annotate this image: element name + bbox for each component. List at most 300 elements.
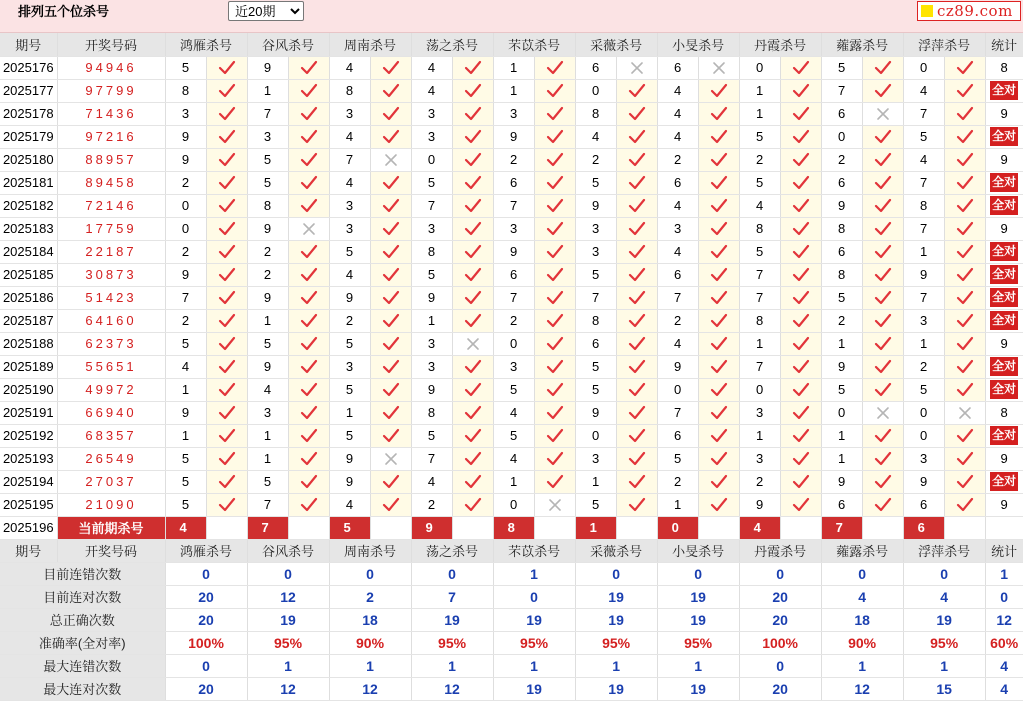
summary-row [0,677,1023,700]
current-kill-value: 0 [657,516,698,539]
check-icon [206,309,247,332]
kill-value: 4 [247,378,288,401]
kill-value: 3 [657,217,698,240]
current-kill-value: 4 [739,516,780,539]
check-icon [616,125,657,148]
current-blank [288,516,329,539]
draw-numbers: 89458 [57,171,165,194]
kill-value: 3 [329,217,370,240]
check-icon [698,194,739,217]
issue-number: 2025189 [0,355,57,378]
check-icon [452,470,493,493]
check-icon [206,424,247,447]
kill-value: 8 [739,217,780,240]
kill-value: 8 [411,240,452,263]
kill-value: 5 [739,125,780,148]
check-icon [452,286,493,309]
issue-number: 2025181 [0,171,57,194]
kill-value: 5 [411,424,452,447]
check-icon [862,217,903,240]
check-icon [288,286,329,309]
check-icon [206,447,247,470]
stat-cell [985,240,1023,263]
check-icon [206,240,247,263]
summary-value: 1 [493,654,575,677]
cross-icon [370,148,411,171]
check-icon [944,79,985,102]
stat-cell: 9 [985,493,1023,516]
check-icon [534,56,575,79]
kill-value: 7 [739,355,780,378]
kill-value: 5 [165,493,206,516]
kill-value: 2 [739,148,780,171]
summary-value: 95% [411,631,493,654]
kill-value: 6 [903,493,944,516]
summary-value: 19 [575,608,657,631]
kill-value: 5 [247,332,288,355]
kill-value: 9 [247,355,288,378]
kill-value: 8 [165,79,206,102]
check-icon [780,148,821,171]
kill-value: 0 [739,56,780,79]
check-icon [780,493,821,516]
check-icon [370,355,411,378]
table-row [0,447,1023,470]
stat-cell [985,125,1023,148]
check-icon [862,309,903,332]
check-icon [206,493,247,516]
current-issue: 2025196 [0,516,57,539]
check-icon [944,194,985,217]
summary-value: 100% [739,631,821,654]
check-icon [206,286,247,309]
kill-value: 0 [493,332,534,355]
column-header: 丹霞杀号 [739,33,821,56]
summary-value: 1 [821,654,903,677]
kill-value: 3 [329,194,370,217]
summary-value: 1 [411,654,493,677]
stat-cell [985,171,1023,194]
kill-value: 5 [165,447,206,470]
kill-value: 7 [165,286,206,309]
check-icon [944,355,985,378]
header-row [0,33,1023,56]
check-icon [780,332,821,355]
summary-value: 0 [985,585,1023,608]
all-right-badge: 全对 [990,311,1018,330]
current-blank [780,516,821,539]
check-icon [288,332,329,355]
table-row [0,102,1023,125]
check-icon [370,286,411,309]
check-icon [534,424,575,447]
all-right-badge: 全对 [990,380,1018,399]
kill-value: 3 [493,102,534,125]
summary-value: 90% [329,631,411,654]
kill-value: 0 [903,401,944,424]
stat-cell [985,194,1023,217]
check-icon [616,194,657,217]
kill-value: 0 [575,424,616,447]
check-icon [698,470,739,493]
kill-value: 9 [903,470,944,493]
check-icon [534,171,575,194]
all-right-badge: 全对 [990,81,1018,100]
kill-value: 2 [657,148,698,171]
kill-value: 6 [575,56,616,79]
summary-value: 20 [739,608,821,631]
kill-value: 7 [411,194,452,217]
stat-cell [985,470,1023,493]
draw-numbers: 55651 [57,355,165,378]
column-header: 芣苡杀号 [493,33,575,56]
summary-value: 20 [165,608,247,631]
kill-value: 7 [903,217,944,240]
kill-value: 5 [329,332,370,355]
check-icon [698,286,739,309]
check-icon [370,378,411,401]
table-row [0,470,1023,493]
kill-value: 7 [493,286,534,309]
kill-value: 7 [903,102,944,125]
check-icon [698,240,739,263]
column-header: 荡之杀号 [411,539,493,562]
check-icon [534,194,575,217]
summary-value: 2 [329,585,411,608]
kill-value: 6 [821,493,862,516]
column-header: 丹霞杀号 [739,539,821,562]
kill-value: 2 [411,493,452,516]
draw-numbers: 30873 [57,263,165,286]
kill-value: 4 [411,79,452,102]
kill-value: 2 [903,355,944,378]
check-icon [698,102,739,125]
site-logo[interactable] [917,1,1021,21]
table-row [0,355,1023,378]
check-icon [452,148,493,171]
column-header: 鸿雁杀号 [165,539,247,562]
summary-value: 4 [903,585,985,608]
kill-value: 7 [247,102,288,125]
kill-value: 5 [493,424,534,447]
check-icon [370,401,411,424]
column-header: 浮萍杀号 [903,33,985,56]
summary-value: 19 [247,608,329,631]
draw-numbers: 51423 [57,286,165,309]
check-icon [862,493,903,516]
kill-value: 6 [575,332,616,355]
kill-value: 5 [165,470,206,493]
stat-cell: 8 [985,56,1023,79]
kill-value: 5 [247,148,288,171]
kill-value: 9 [903,263,944,286]
check-icon [370,217,411,240]
check-icon [780,286,821,309]
draw-numbers: 27037 [57,470,165,493]
table-row [0,424,1023,447]
check-icon [452,424,493,447]
check-icon [616,263,657,286]
kill-value: 9 [247,286,288,309]
summary-value: 4 [985,677,1023,700]
summary-value: 1 [493,562,575,585]
check-icon [534,263,575,286]
check-icon [452,378,493,401]
kill-value: 1 [247,79,288,102]
summary-value: 95% [247,631,329,654]
summary-value: 1 [985,562,1023,585]
check-icon [780,355,821,378]
check-icon [370,102,411,125]
table-row [0,194,1023,217]
kill-value: 7 [821,79,862,102]
current-kill-value: 8 [493,516,534,539]
check-icon [862,171,903,194]
kill-value: 7 [411,447,452,470]
check-icon [452,309,493,332]
issue-number: 2025177 [0,79,57,102]
check-icon [288,378,329,401]
kill-value: 5 [247,470,288,493]
check-icon [534,148,575,171]
check-icon [780,447,821,470]
check-icon [616,447,657,470]
table-row [0,148,1023,171]
check-icon [206,355,247,378]
kill-value: 8 [821,217,862,240]
kill-value: 1 [739,102,780,125]
check-icon [780,102,821,125]
kill-value: 4 [411,56,452,79]
kill-value: 9 [329,286,370,309]
kill-value: 9 [329,470,370,493]
check-icon [452,79,493,102]
draw-numbers: 71436 [57,102,165,125]
check-icon [616,332,657,355]
check-icon [370,493,411,516]
kill-value: 6 [493,263,534,286]
check-icon [616,148,657,171]
check-icon [288,263,329,286]
kill-value: 1 [739,79,780,102]
kill-value: 2 [165,309,206,332]
kill-value: 2 [821,148,862,171]
kill-value: 7 [657,286,698,309]
check-icon [288,102,329,125]
check-icon [206,125,247,148]
check-icon [206,79,247,102]
check-icon [698,263,739,286]
summary-value: 19 [575,677,657,700]
issue-number: 2025195 [0,493,57,516]
summary-value: 1 [903,654,985,677]
current-kill-value: 9 [411,516,452,539]
table-row [0,309,1023,332]
kill-value: 4 [329,171,370,194]
all-right-badge: 全对 [990,472,1018,491]
cross-icon [370,447,411,470]
check-icon [370,470,411,493]
draw-numbers: 88957 [57,148,165,171]
kill-value: 5 [575,378,616,401]
stat-cell: 9 [985,102,1023,125]
kill-value: 3 [165,102,206,125]
kill-value: 4 [493,401,534,424]
kill-value: 9 [329,447,370,470]
kill-value: 1 [903,240,944,263]
summary-value: 18 [329,608,411,631]
column-header: 荡之杀号 [411,33,493,56]
kill-value: 5 [329,240,370,263]
summary-value: 12 [821,677,903,700]
check-icon [944,447,985,470]
summary-value: 19 [657,608,739,631]
check-icon [616,424,657,447]
kill-value: 6 [657,56,698,79]
kill-value: 5 [165,332,206,355]
summary-value: 1 [247,654,329,677]
check-icon [862,240,903,263]
kill-value: 2 [821,309,862,332]
kill-value: 3 [411,125,452,148]
column-header: 期号 [0,539,57,562]
kill-value: 4 [657,194,698,217]
issue-number: 2025176 [0,56,57,79]
issue-number: 2025179 [0,125,57,148]
table-row [0,217,1023,240]
kill-value: 1 [821,332,862,355]
period-select[interactable] [228,1,304,21]
kill-value: 9 [165,125,206,148]
draw-numbers: 26549 [57,447,165,470]
check-icon [698,148,739,171]
kill-value: 7 [329,148,370,171]
kill-value: 8 [739,309,780,332]
kill-value: 4 [657,332,698,355]
kill-value: 1 [247,424,288,447]
kill-value: 1 [903,332,944,355]
kill-value: 6 [493,171,534,194]
kill-value: 9 [821,355,862,378]
check-icon [534,309,575,332]
summary-value: 95% [903,631,985,654]
check-icon [698,378,739,401]
check-icon [452,56,493,79]
column-header: 谷风杀号 [247,33,329,56]
column-header: 谷风杀号 [247,539,329,562]
summary-row [0,608,1023,631]
kill-value: 9 [657,355,698,378]
issue-number: 2025191 [0,401,57,424]
check-icon [780,194,821,217]
kill-value: 9 [165,263,206,286]
kill-value: 9 [821,194,862,217]
check-icon [780,240,821,263]
column-header: 采薇杀号 [575,539,657,562]
kill-value: 5 [575,493,616,516]
kill-value: 1 [493,56,534,79]
check-icon [206,102,247,125]
logo-text: cz89.com [937,2,1013,20]
kill-value: 5 [903,125,944,148]
summary-value: 18 [821,608,903,631]
check-icon [698,125,739,148]
cross-icon [288,217,329,240]
stat-cell [985,79,1023,102]
kill-value: 2 [575,148,616,171]
check-icon [534,125,575,148]
summary-value: 0 [657,562,739,585]
summary-label: 最大连错次数 [0,654,165,677]
summary-row [0,654,1023,677]
kill-value: 3 [575,240,616,263]
issue-number: 2025190 [0,378,57,401]
summary-row [0,585,1023,608]
kill-value: 3 [903,447,944,470]
check-icon [534,102,575,125]
kill-value: 2 [739,470,780,493]
kill-value: 5 [739,171,780,194]
summary-value: 100% [165,631,247,654]
table-row [0,171,1023,194]
kill-value: 7 [657,401,698,424]
check-icon [780,378,821,401]
check-icon [862,194,903,217]
check-icon [698,309,739,332]
kill-value: 3 [739,401,780,424]
column-header: 蕹露杀号 [821,33,903,56]
current-kill-value: 4 [165,516,206,539]
kill-value: 9 [411,286,452,309]
kill-value: 2 [165,171,206,194]
column-header: 统计 [985,33,1023,56]
current-kill-value: 5 [329,516,370,539]
summary-value: 0 [165,654,247,677]
issue-number: 2025188 [0,332,57,355]
draw-numbers: 17759 [57,217,165,240]
kill-value: 2 [657,309,698,332]
summary-value: 95% [493,631,575,654]
check-icon [698,217,739,240]
check-icon [862,263,903,286]
kill-value: 6 [657,171,698,194]
check-icon [862,378,903,401]
draw-numbers: 49972 [57,378,165,401]
all-right-badge: 全对 [990,242,1018,261]
check-icon [780,309,821,332]
kill-value: 2 [657,470,698,493]
check-icon [534,79,575,102]
kill-value: 4 [657,79,698,102]
check-icon [370,79,411,102]
summary-value: 12 [247,677,329,700]
check-icon [780,79,821,102]
check-icon [944,470,985,493]
summary-row [0,562,1023,585]
cross-icon [698,56,739,79]
check-icon [780,56,821,79]
kill-value: 8 [329,79,370,102]
kill-value: 4 [493,447,534,470]
check-icon [944,171,985,194]
kill-value: 3 [247,401,288,424]
current-blank [944,516,985,539]
kill-value: 6 [821,171,862,194]
all-right-badge: 全对 [990,265,1018,284]
stat-cell: 9 [985,332,1023,355]
column-header: 采薇杀号 [575,33,657,56]
kill-value: 9 [575,401,616,424]
